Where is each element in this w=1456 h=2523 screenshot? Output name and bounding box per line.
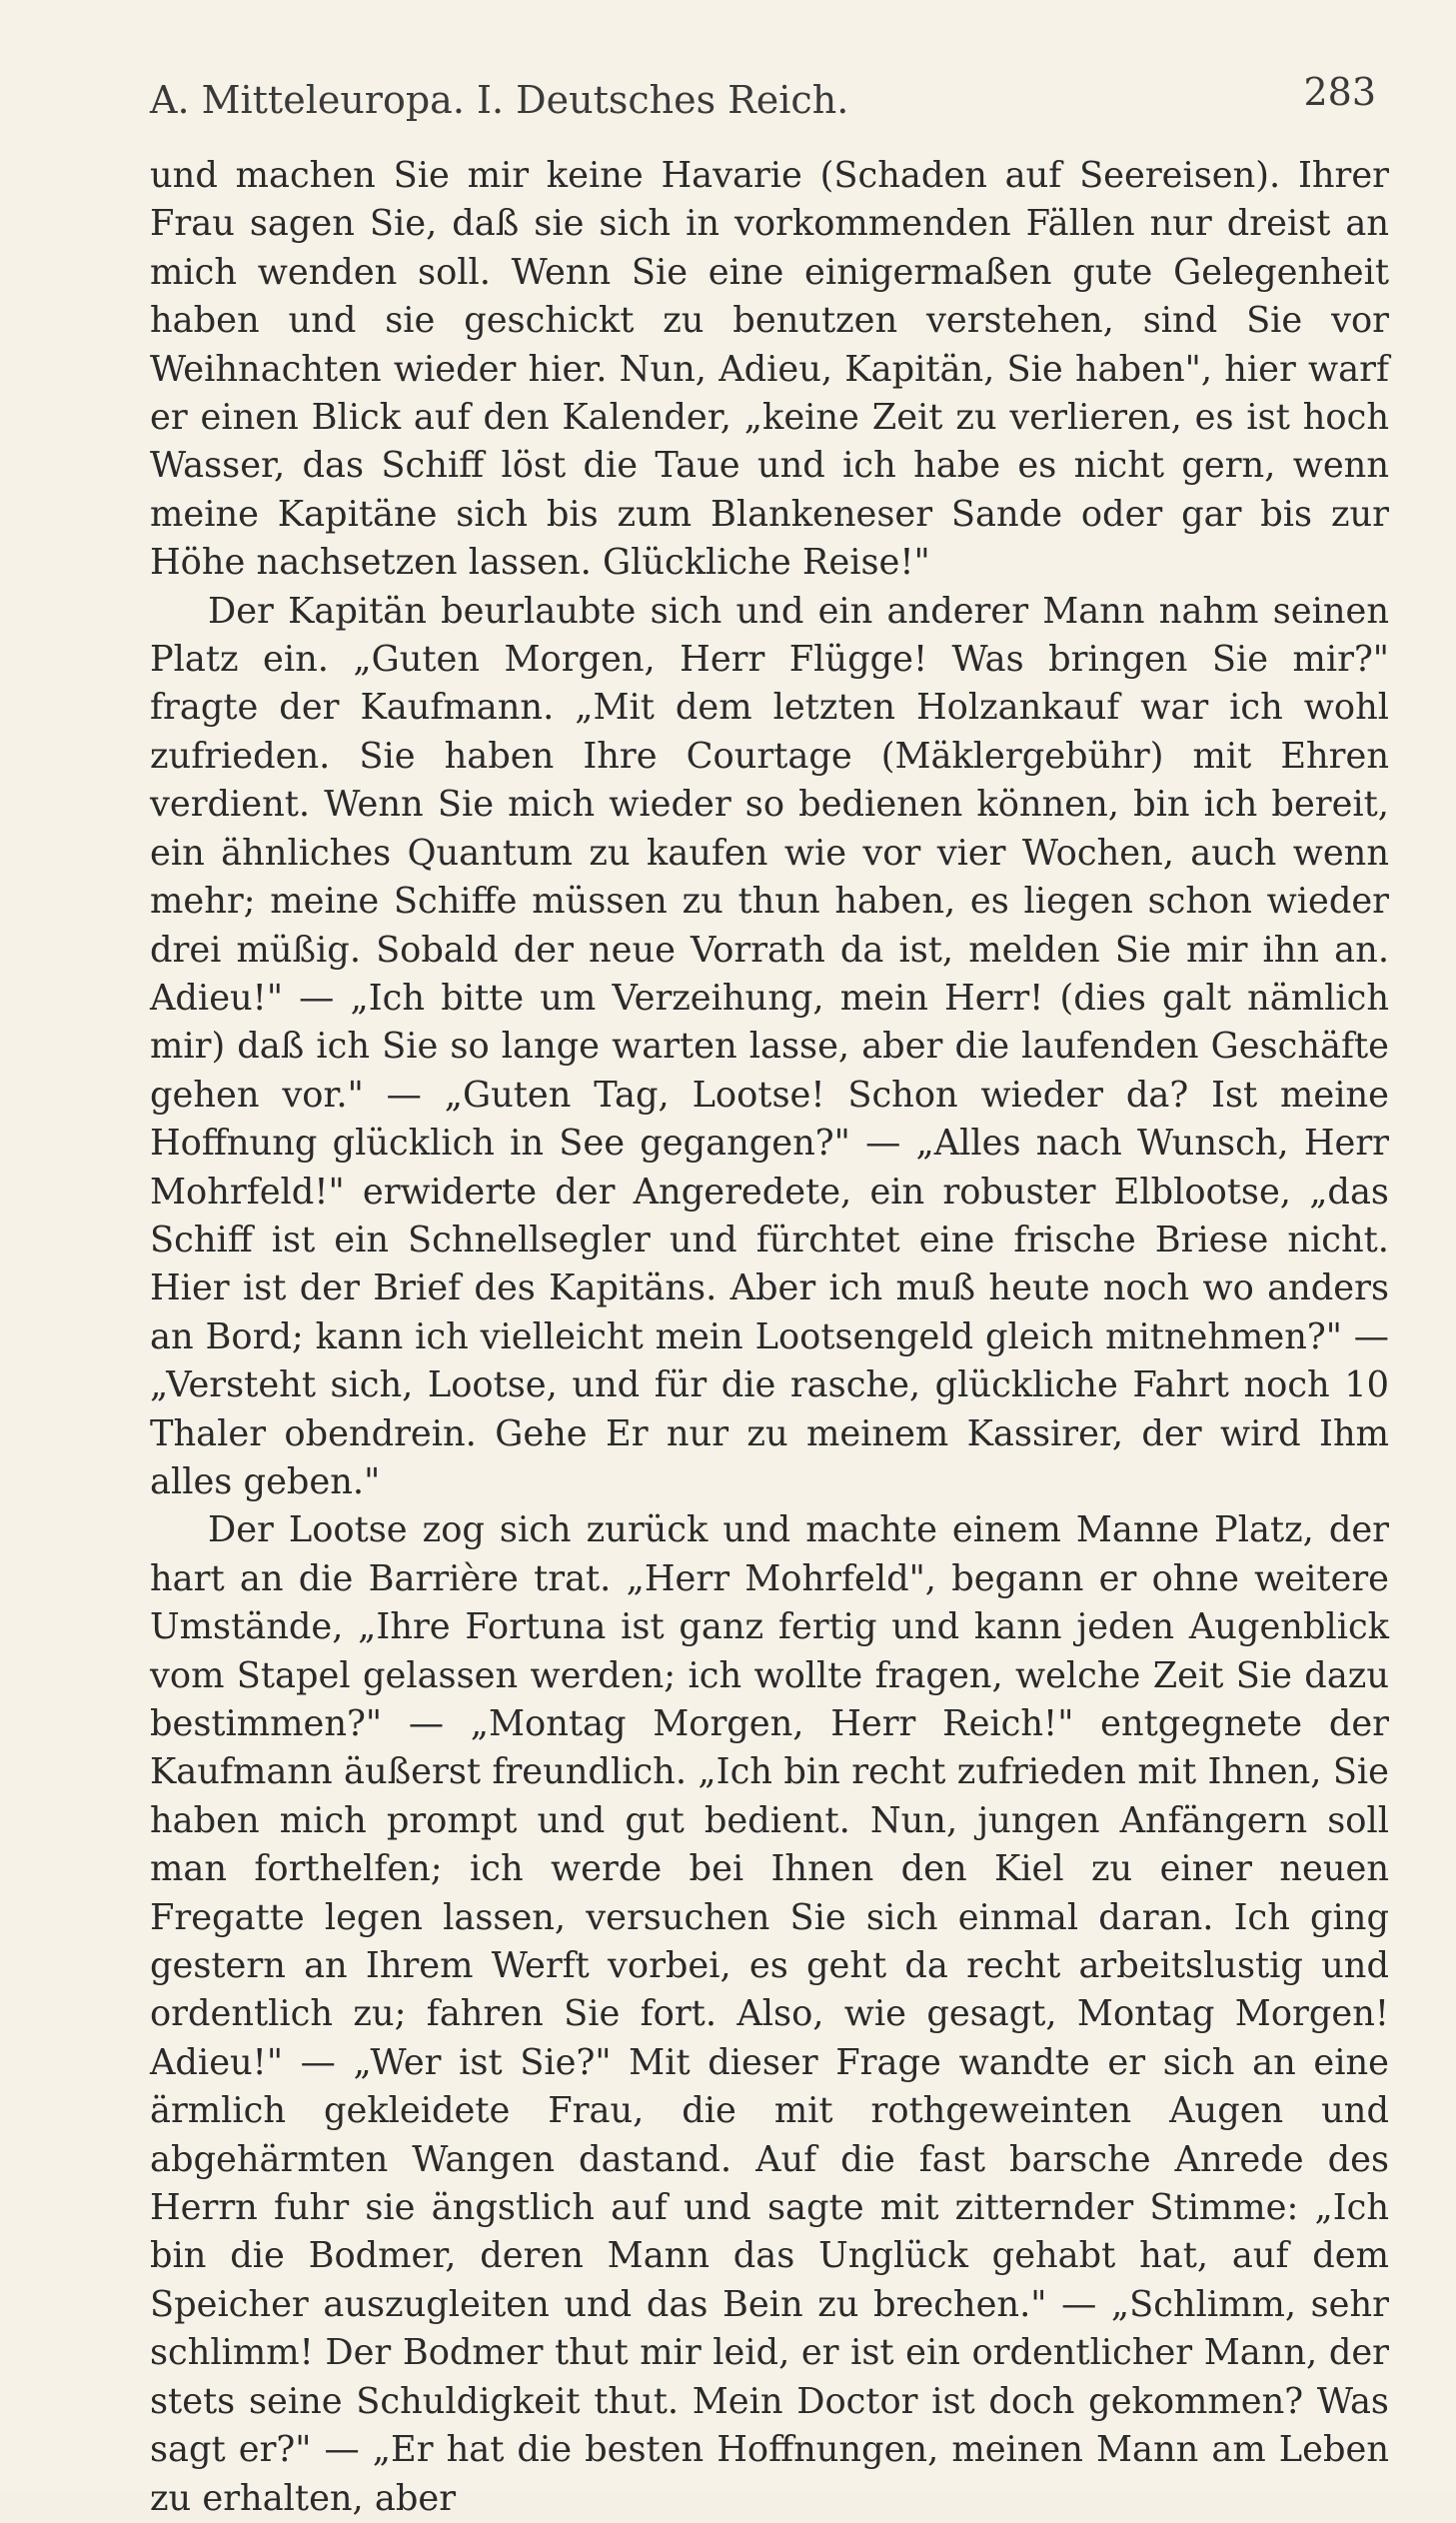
body-text <box>150 152 1389 2523</box>
page-number: 283 <box>1303 70 1376 114</box>
running-title: A. Mitteleuropa. I. Deutsches Reich. <box>150 78 849 122</box>
paragraph-2: Der Kapitän beurlaubte sich und ein anderer Mann nahm seinen Platz ein. „Guten Morgen, Herr Flügge! Was bringen Sie mir?" fragte der Kaufmann. „Mit dem letzten Holzankauf war ich wohl zufrieden. Sie haben Ihre Courtage (Mäklergebühr) mit Ehren verdient. Wenn Sie mich wieder so bedienen können, bin ich bereit, ein ähnliches Quantum zu kaufen wie vor vier Wochen, auch wenn mehr; meine Schiffe müssen zu thun haben, es liegen schon wieder drei müßig. Sobald der neue Vorrath da ist, melden Sie mir ihn an. Adieu!" — „Ich bitte um Verzeihung, mein Herr! (dies galt nämlich mir) daß ich Sie so lange warten lasse, aber die laufenden Geschäfte gehen vor." — „Guten Tag, Lootse! Schon wieder da? Ist meine Hoffnung glücklich in See gegangen?" — „Alles nach Wunsch, Herr Mohrfeld!" erwiderte der Angeredete, ein robuster Elblootse, „das Schiff ist ein Schnellsegler und fürchtet eine frische Briese nicht. Hier ist der Brief des Kapitäns. Aber ich muß heute noch wo anders an Bord; kann ich vielleicht mein Lootsengeld gleich mitnehmen?" — „Versteht sich, Lootse, und für die rasche, glückliche Fahrt noch 10 Thaler obendrein. Gehe Er nur zu meinem Kassirer, der wird Ihm alles geben." <box>150 590 1389 1502</box>
paragraph-3: Der Lootse zog sich zurück und machte einem Manne Platz, der hart an die Barrière trat. „Herr Mohrfeld", begann er ohne weitere Umstände, „Ihre Fortuna ist ganz fertig und kann jeden Augenblick vom Stapel gelassen werden; ich wollte fragen, welche Zeit Sie dazu bestimmen?" — „Montag Morgen, Herr Reich!" entgegnete der Kaufmann äußerst freundlich. „Ich bin recht zufrieden mit Ihnen, Sie haben mich prompt und gut bedient. Nun, jungen Anfängern soll man forthelfen; ich werde bei Ihnen den Kiel zu einer neuen Fregatte legen lassen, versuchen Sie sich einmal daran. Ich ging gestern an Ihrem Werft vorbei, es geht da recht arbeitslustig und ordentlich zu; fahren Sie fort. Also, wie gesagt, Montag Morgen! Adieu!" — „Wer ist Sie?" Mit dieser Frage wandte er sich an eine ärmlich gekleidete Frau, die mit rothgeweinten Augen und abgehärmten Wangen dastand. Auf die fast barsche Anrede des Herrn fuhr sie ängstlich auf und sagte mit zitternder Stimme: „Ich bin die Bodmer, deren Mann das Unglück gehabt hat, auf dem Speicher auszugleiten und das Bein zu brechen." — „Schlimm, sehr schlimm! Der Bodmer thut mir leid, er ist ein ordentlicher Mann, der stets seine Schuldigkeit thut. Mein Doctor ist doch gekommen? Was sagt er?" — „Er hat die besten Hoffnungen, meinen Mann am Leben zu erhalten, aber <box>150 1509 1389 2519</box>
page-header <box>150 70 1376 130</box>
paragraph-1: und machen Sie mir keine Havarie (Schaden auf Seereisen). Ihrer Frau sagen Sie, daß sie sich in vorkommenden Fällen nur dreist an mich wenden soll. Wenn Sie eine einigermaßen gute Gelegenheit haben und sie geschickt zu benutzen verstehen, sind Sie vor Weihnachten wieder hier. Nun, Adieu, Kapitän, Sie haben", hier warf er einen Blick auf den Kalender, „keine Zeit zu verlieren, es ist hoch Wasser, das Schiff löst die Taue und ich habe es nicht gern, wenn meine Kapitäne sich bis zum Blankeneser Sande oder gar bis zur Höhe nachsetzen lassen. Glückliche Reise!" <box>150 155 1389 584</box>
